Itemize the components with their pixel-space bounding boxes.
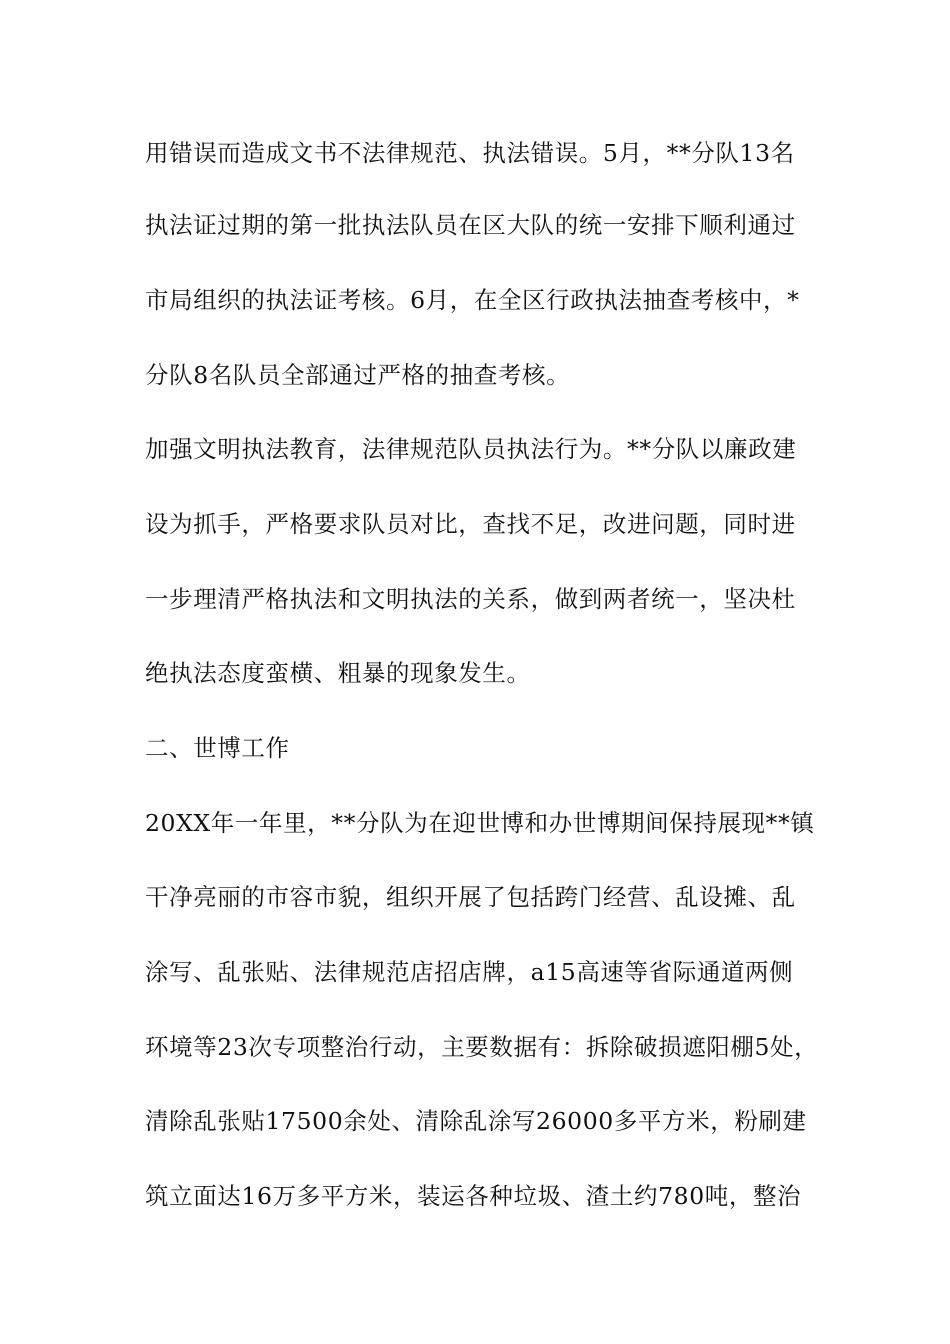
text-line: 执法证过期的第一批执法队员在区大队的统一安排下顺利通过 xyxy=(145,211,796,239)
section-heading: 二、世博工作 xyxy=(145,734,290,762)
text-line: 筑立面达16万多平方米，装运各种垃圾、渣土约780吨，整治 xyxy=(145,1182,802,1210)
text-line: 分队8名队员全部通过严格的抽查考核。 xyxy=(145,361,571,389)
text-line: 加强文明执法教育，法律规范队员执法行为。**分队以廉政建 xyxy=(145,435,797,463)
text-line: 设为抓手，严格要求队员对比，查找不足，改进问题，同时进 xyxy=(145,510,796,538)
text-line: 环境等23次专项整治行动，主要数据有：拆除破损遮阳棚5处， xyxy=(145,1033,819,1061)
text-line: 一步理清严格执法和文明执法的关系，做到两者统一，坚决杜 xyxy=(145,585,796,613)
text-line: 市局组织的执法证考核。6月，在全区行政执法抽查考核中，* xyxy=(145,286,800,314)
text-line: 涂写、乱张贴、法律规范店招店牌，a15高速等省际通道两侧 xyxy=(145,958,794,986)
text-line: 绝执法态度蛮横、粗暴的现象发生。 xyxy=(145,659,531,687)
text-line: 20XX年一年里，**分队为在迎世博和办世博期间保持展现**镇 xyxy=(145,809,815,837)
text-line: 用错误而造成文书不法律规范、执法错误。5月，**分队13名 xyxy=(145,139,795,167)
text-line: 清除乱张贴17500余处、清除乱涂写26000多平方米，粉刷建 xyxy=(145,1107,807,1135)
text-line: 干净亮丽的市容市貌，组织开展了包括跨门经营、乱设摊、乱 xyxy=(145,883,796,911)
